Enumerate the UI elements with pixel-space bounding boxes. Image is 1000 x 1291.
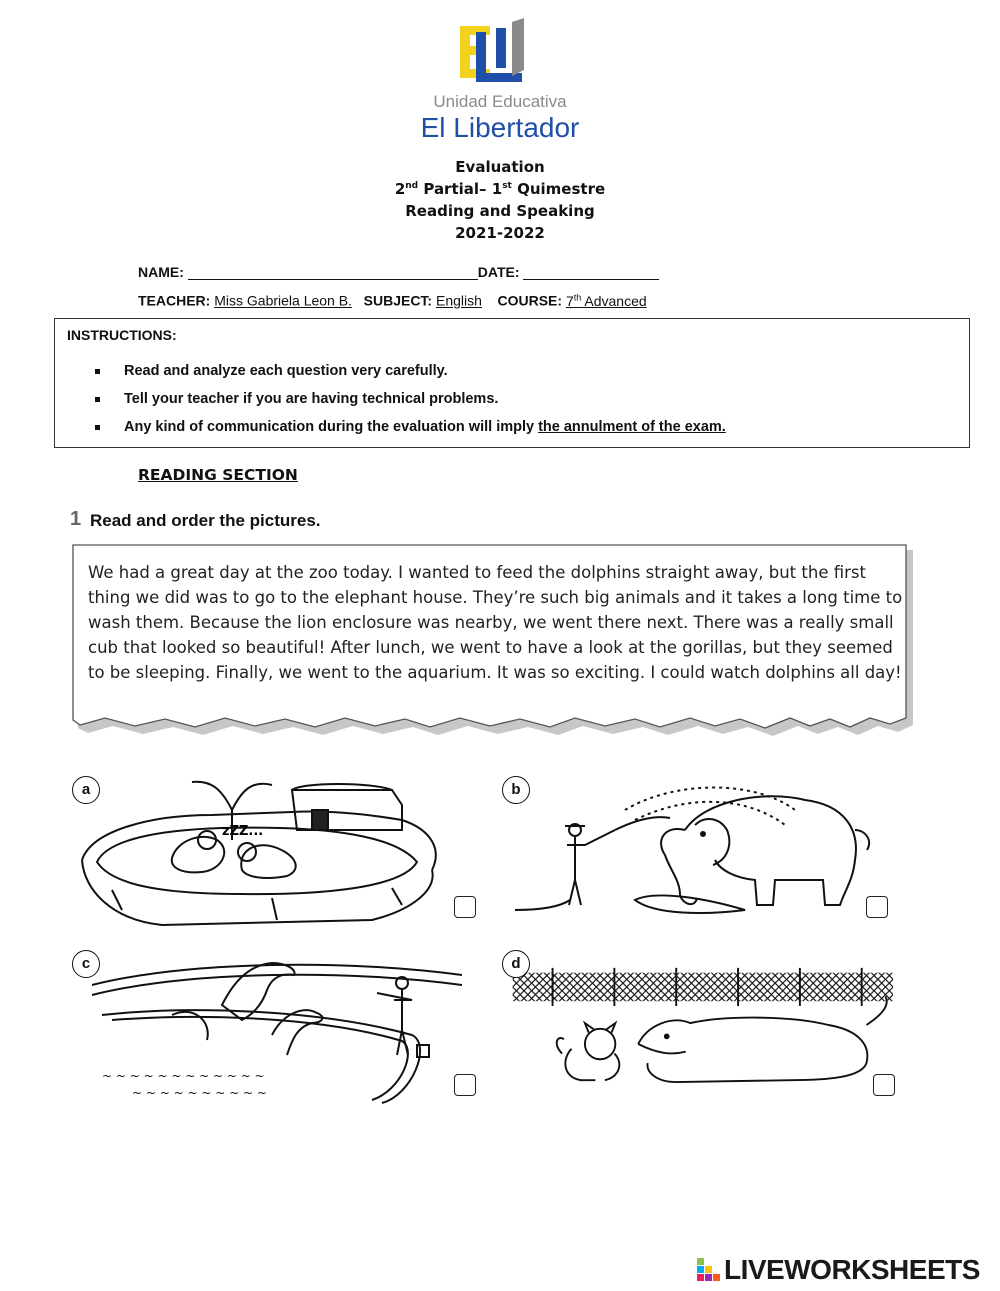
name-label: NAME: (138, 264, 184, 280)
order-checkbox-a[interactable] (454, 896, 476, 918)
school-name-top: Unidad Educativa (433, 92, 567, 111)
liveworksheets-logo-icon (697, 1258, 721, 1282)
svg-text:~ ~ ~ ~ ~ ~ ~ ~ ~ ~: ~ ~ ~ ~ ~ ~ ~ ~ ~ ~ (132, 1086, 267, 1100)
order-checkbox-d[interactable] (873, 1074, 895, 1096)
picture-label-d: d (502, 950, 530, 978)
elephant-wash-icon (505, 770, 895, 930)
liveworksheets-brand: LIVEWORKSHEETS (724, 1254, 980, 1285)
order-checkbox-c[interactable] (454, 1074, 476, 1096)
picture-label-a: a (72, 776, 100, 804)
order-checkbox-b[interactable] (866, 896, 888, 918)
dolphins-pool-icon (72, 945, 462, 1105)
teacher-value: Miss Gabriela Leon B. (214, 292, 352, 309)
eval-title: Evaluation (455, 158, 545, 176)
instruction-item: Any kind of communication during the evaluation will imply the annulment of the exam. (95, 419, 726, 435)
name-field[interactable] (188, 265, 478, 280)
reading-passage: We had a great day at the zoo today. I wanted to feed the dolphins straight away, but the first thing we did was to go to the elephant house. They’re such big animals and it takes a long time to wash them. Because the lion enclosure was nearby, we went there next. There was a really small cub that looked so beautiful! After lunch, we went to have a look at the gorillas, but they seemed to be sleeping. Finally, we went to the aquarium. It was so exciting. I could watch dolphins all day! (88, 563, 903, 682)
course-value: 7th Advanced (565, 292, 647, 309)
name-date-row (138, 264, 659, 280)
date-field[interactable] (523, 265, 659, 280)
teacher-label: TEACHER: (138, 292, 211, 309)
section-title: READING SECTION (138, 466, 298, 484)
picture-label-c: c (72, 950, 100, 978)
svg-text:~ ~ ~ ~ ~ ~ ~ ~ ~ ~ ~ ~: ~ ~ ~ ~ ~ ~ ~ ~ ~ ~ ~ ~ (102, 1069, 265, 1083)
instructions-title: INSTRUCTIONS: (67, 327, 177, 343)
date-label: DATE: (477, 264, 520, 280)
lion-cub-icon (505, 945, 895, 1105)
subject-value: English (436, 292, 482, 309)
eval-partial: 2nd Partial– 1st Quimestre (394, 180, 606, 198)
instruction-item: Read and analyze each question very carefully. (95, 363, 448, 379)
teacher-row (138, 292, 647, 309)
question-number: 1 (70, 508, 82, 530)
instruction-item: Tell your teacher if you are having technical problems. (95, 391, 498, 407)
eval-subtitle: Reading and Speaking (405, 202, 595, 220)
sleeping-gorillas-icon (72, 770, 462, 930)
snore-text: zZZ... (222, 824, 264, 839)
question-text: Read and order the pictures. (90, 511, 321, 530)
subject-label: SUBJECT: (363, 292, 433, 309)
course-label: COURSE: (497, 292, 563, 309)
instructions-box (54, 318, 970, 448)
picture-label-b: b (502, 776, 530, 804)
eval-year: 2021-2022 (455, 224, 545, 242)
school-name-main: El Libertador (420, 112, 580, 143)
